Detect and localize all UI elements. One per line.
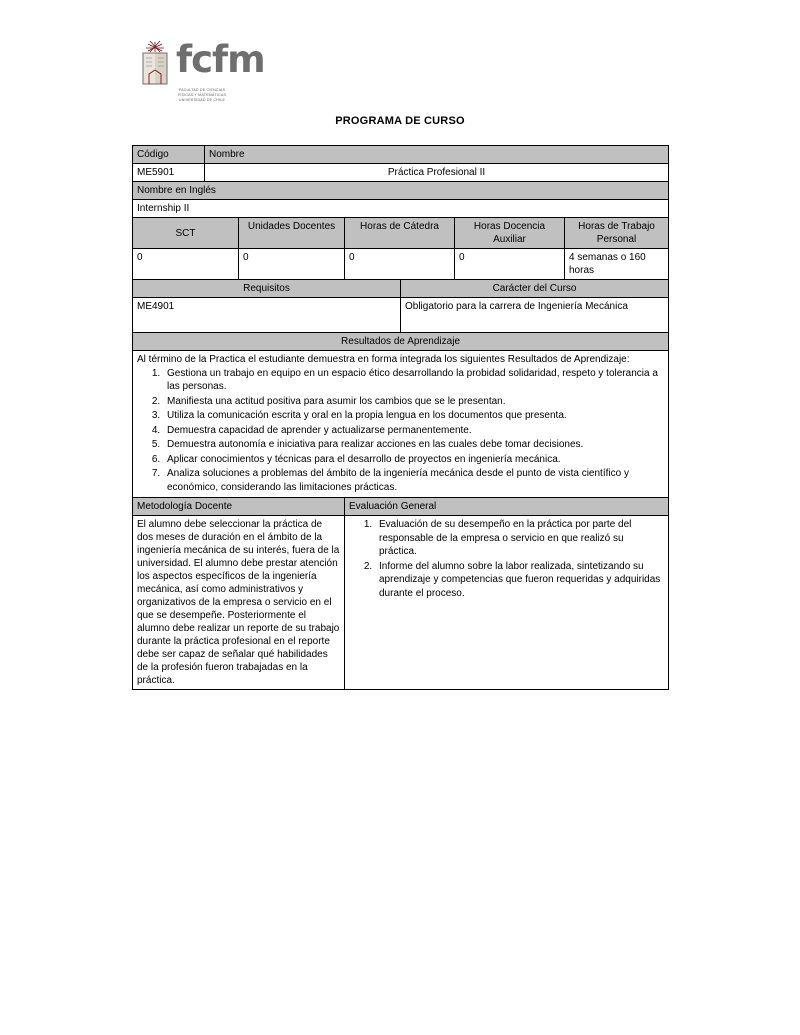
list-item: 7. Analiza soluciones a problemas del ámbito de la ingeniería mecánica desde el punto de vista científico y económico, considerando las limitaciones prácticas. <box>163 467 664 495</box>
table-row-resultados-header <box>133 333 669 351</box>
header-unidades-docentes: Unidades Docentes <box>239 218 345 249</box>
list-item: 1. Gestiona un trabajo en equipo en un espacio ético desarrollando la probidad solidaridad, respeto y tolerancia a las personas. <box>163 367 664 395</box>
table-row-requisitos-caracter-header <box>133 280 669 298</box>
logo-caption-line-1: FACULTAD DE CIENCIAS <box>178 88 226 92</box>
value-sct: 0 <box>133 249 239 280</box>
value-horas-trabajo-personal: 4 semanas o 160 horas <box>565 249 669 280</box>
header-horas-docencia-auxiliar: Horas Docencia Auxiliar <box>455 218 565 249</box>
header-resultados-aprendizaje: Resultados de Aprendizaje <box>133 333 669 351</box>
fcfm-emblem-icon <box>137 40 173 86</box>
metodologia-content: El alumno debe seleccionar la práctica de dos meses de duración en el ámbito de la ingeniería mecánica de su interés, fuera de la universidad. El alumno debe prestar atención los aspectos específicos de la ingeniería mecánica, así como administrativos y organizativos de la empresa o servicio en el que se desempeñe. Posteriormente el alumno debe realizar un reporte de su trabajo durante la práctica profesional en el reporte debe ser capaz de señalar qué habilidades de la profesión fueron trabajadas en la práctica. <box>133 516 345 690</box>
table-row-resultados-body <box>133 351 669 498</box>
value-requisitos: ME4901 <box>133 298 401 333</box>
value-horas-catedra: 0 <box>345 249 455 280</box>
header-codigo: Código <box>133 146 205 164</box>
logo-caption-line-3: UNIVERSIDAD DE CHILE <box>178 98 226 102</box>
resultados-list <box>137 367 664 496</box>
list-item: 2. Informe del alumno sobre la labor realizada, sintetizando su aprendizaje y competencias que fueron requeridas y adquiridas durante el proceso. <box>375 560 664 602</box>
header-nombre-ingles: Nombre en Inglés <box>133 182 669 200</box>
logo-wordmark: fcfm <box>176 38 265 81</box>
value-unidades-docentes: 0 <box>239 249 345 280</box>
table-row-requisitos-caracter-value <box>133 298 669 333</box>
evaluacion-list <box>349 518 664 601</box>
faculty-logo <box>137 40 267 103</box>
list-item: 6. Aplicar conocimientos y técnicas para el desarrollo de proyectos en ingeniería mecánica. <box>163 453 664 468</box>
table-row-nombre-ingles-value <box>133 200 669 218</box>
list-item: 1. Evaluación de su desempeño en la práctica por parte del responsable de la empresa o servicio en que realizó su práctica. <box>375 518 664 560</box>
value-nombre-ingles: Internship II <box>133 200 669 218</box>
value-caracter-curso: Obligatorio para la carrera de Ingeniería Mecánica <box>401 298 669 333</box>
list-item: 4. Demuestra capacidad de aprender y actualizarse permanentemente. <box>163 424 664 439</box>
table-row-metodologia-evaluacion-header <box>133 498 669 516</box>
table-row-metodologia-evaluacion-body <box>133 516 669 690</box>
table-row-codigo-nombre-value <box>133 164 669 182</box>
value-nombre: Práctica Profesional II <box>205 164 669 182</box>
list-item: 3. Utiliza la comunicación escrita y oral en la propia lengua en los documentos que presenta. <box>163 409 664 424</box>
header-evaluacion-general: Evaluación General <box>345 498 669 516</box>
table-row-codigo-nombre-header <box>133 146 669 164</box>
logo-caption-line-2: FÍSICAS Y MATEMÁTICAS <box>177 93 227 97</box>
list-item: 5. Demuestra autonomía e iniciativa para realizar acciones en las cuales debe tomar decisiones. <box>163 438 664 453</box>
resultados-intro: Al término de la Practica el estudiante demuestra en forma integrada los siguientes Resultados de Aprendizaje: <box>137 354 630 365</box>
header-metodologia-docente: Metodología Docente <box>133 498 345 516</box>
header-caracter-curso: Carácter del Curso <box>401 280 669 298</box>
value-codigo: ME5901 <box>133 164 205 182</box>
table-row-hours-values <box>133 249 669 280</box>
course-program-table <box>132 145 669 690</box>
header-horas-catedra: Horas de Cátedra <box>345 218 455 249</box>
list-item: 2. Manifiesta una actitud positiva para asumir los cambios que se le presentan. <box>163 395 664 410</box>
resultados-content <box>133 351 669 498</box>
header-requisitos: Requisitos <box>133 280 401 298</box>
table-row-hours-header <box>133 218 669 249</box>
header-nombre: Nombre <box>205 146 669 164</box>
value-horas-docencia-auxiliar: 0 <box>455 249 565 280</box>
logo-row <box>137 40 267 86</box>
evaluacion-content <box>345 516 669 690</box>
logo-caption <box>143 88 261 103</box>
header-sct: SCT <box>133 218 239 249</box>
page-title: PROGRAMA DE CURSO <box>335 115 465 127</box>
table-row-nombre-ingles-header <box>133 182 669 200</box>
header-horas-trabajo-personal: Horas de Trabajo Personal <box>565 218 669 249</box>
